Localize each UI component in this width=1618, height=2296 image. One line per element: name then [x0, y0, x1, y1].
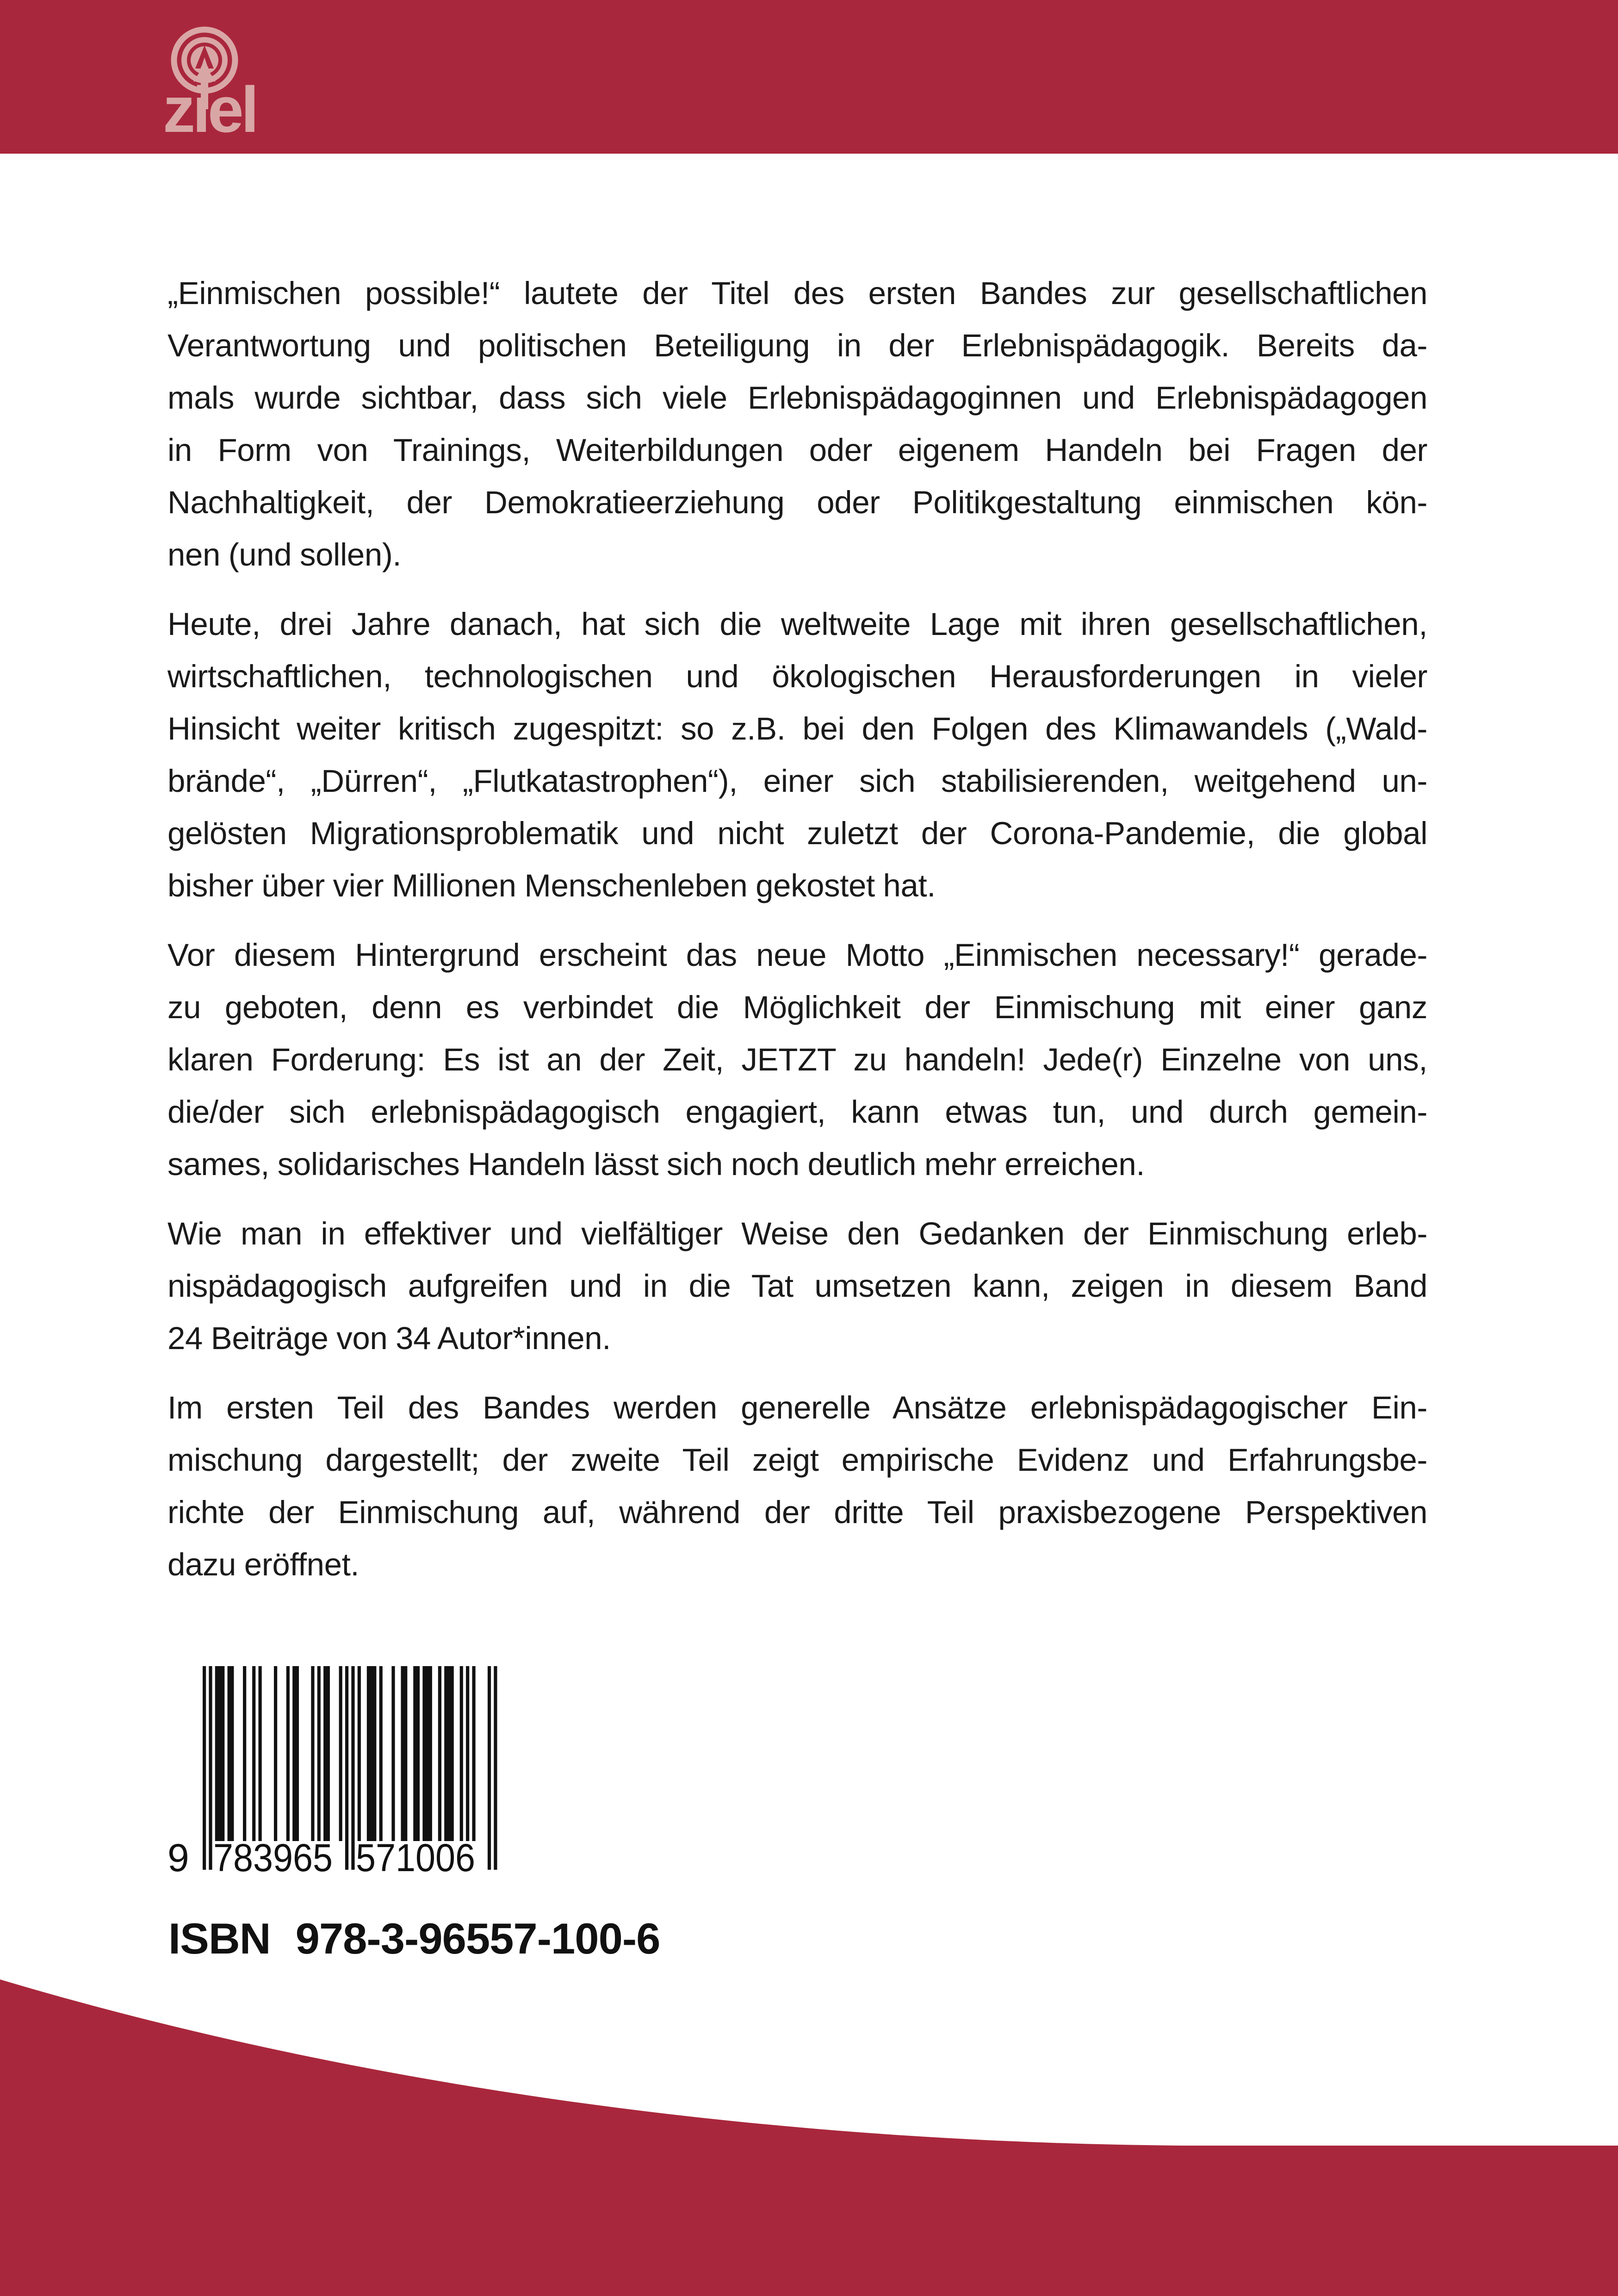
footer-swoosh	[0, 1944, 1618, 2296]
text-line: mals wurde sichtbar, dass sich viele Erlebnispädagoginnen und Erlebnispädagogen	[167, 380, 1427, 416]
text-line: 24 Beiträge von 34 Autor*innen.	[167, 1320, 611, 1356]
body-text	[167, 267, 1427, 1608]
barcode-bar	[351, 1666, 354, 1870]
barcode-bar	[286, 1666, 290, 1841]
text-line: Verantwortung und politischen Beteiligung in der Erlebnispädagogik. Bereits da-	[167, 328, 1427, 363]
barcode-bar	[215, 1666, 218, 1841]
text-line: in Form von Trainings, Weiterbildungen oder eigenem Handeln bei Fragen der	[167, 432, 1427, 468]
isbn-number: 978-3-96557-100-6	[295, 1914, 660, 1963]
barcode-bar	[358, 1666, 361, 1841]
barcode-digits-right: 571006	[356, 1836, 475, 1879]
paragraph	[167, 929, 1427, 1190]
text-line: bisher über vier Millionen Menschenleben gekostet hat.	[167, 868, 936, 903]
text-line: mischung dargestellt; der zweite Teil zeigt empirische Evidenz und Erfahrungsbe-	[167, 1442, 1427, 1478]
text-line: Hinsicht weiter kritisch zugespitzt: so z.B. bei den Folgen des Klimawandels („Wald-	[167, 711, 1427, 747]
barcode-bar	[317, 1666, 321, 1841]
text-line: „Einmischen possible!“ lautete der Titel des ersten Bandes zur gesellschaftlichen	[167, 275, 1427, 311]
barcode-bar	[451, 1666, 454, 1841]
text-line: nispädagogisch aufgreifen und in die Tat umsetzen kann, zeigen in diesem Band	[167, 1268, 1427, 1304]
text-line: sames, solidarisches Handeln lässt sich noch deutlich mehr erreichen.	[167, 1146, 1145, 1182]
barcode-bar	[230, 1666, 234, 1841]
text-line: zu geboten, denn es verbindet die Möglichkeit der Einmischung mit einer ganz	[167, 989, 1427, 1025]
barcode-bar	[373, 1666, 376, 1841]
barcode-bar	[252, 1666, 255, 1841]
barcode-bar	[296, 1666, 299, 1841]
text-line: die/der sich erlebnispädagogisch engagiert, kann etwas tun, und durch gemein-	[167, 1094, 1427, 1130]
text-line: Wie man in effektiver und vielfältiger Weise den Gedanken der Einmischung erleb-	[167, 1216, 1427, 1251]
paragraph	[167, 1207, 1427, 1364]
barcode-bar	[274, 1666, 277, 1841]
text-line: dazu eröffnet.	[167, 1547, 360, 1582]
barcode-bar	[311, 1666, 314, 1841]
barcode-bar	[426, 1666, 429, 1841]
text-line: richte der Einmischung auf, während der dritte Teil praxisbezogene Perspektiven	[167, 1494, 1427, 1530]
header-band	[0, 0, 1618, 154]
ean13-barcode	[167, 1666, 500, 1884]
barcode-bar	[209, 1666, 212, 1870]
text-line: nen (und sollen).	[167, 537, 402, 572]
barcode-bar	[422, 1666, 426, 1841]
barcode-bar	[494, 1666, 497, 1870]
text-line: brände“, „Dürren“, „Flutkatastrophen“), einer sich stabilisierenden, weitgehend un-	[167, 763, 1427, 799]
barcode-bar	[327, 1666, 330, 1841]
barcode-bar	[218, 1666, 221, 1841]
barcode-bar	[438, 1666, 441, 1841]
barcode-bar	[259, 1666, 262, 1841]
barcode-bar	[203, 1666, 206, 1870]
barcode-bar	[404, 1666, 407, 1841]
text-line: Vor diesem Hintergrund erscheint das neue Motto „Einmischen necessary!“ gerade-	[167, 937, 1427, 973]
text-line: gelösten Migrationsproblematik und nicht zuletzt der Corona-Pandemie, die global	[167, 815, 1427, 851]
barcode-bar	[370, 1666, 373, 1841]
barcode-bar	[472, 1666, 475, 1841]
barcode-bar	[379, 1666, 383, 1841]
barcode-bar	[447, 1666, 451, 1841]
paragraph	[167, 1381, 1427, 1591]
barcode-bar	[444, 1666, 447, 1841]
barcode-bar	[221, 1666, 224, 1841]
isbn-label: ISBN	[168, 1914, 271, 1963]
barcode-bar	[429, 1666, 432, 1841]
text-line: klaren Forderung: Es ist an der Zeit, JETZT zu handeln! Jede(r) Einzelne von uns,	[167, 1042, 1427, 1077]
barcode-bar	[413, 1666, 416, 1841]
barcode-bar	[466, 1666, 469, 1841]
footer-swoosh-shape	[0, 1979, 1618, 2296]
ziel-logo	[165, 22, 271, 152]
paragraph	[167, 598, 1427, 912]
barcode-bar	[488, 1666, 491, 1870]
text-line: Heute, drei Jahre danach, hat sich die weltweite Lage mit ihren gesellschaftlichen,	[167, 606, 1427, 642]
barcode-bar	[391, 1666, 395, 1841]
barcode-bar	[460, 1666, 463, 1841]
paragraph	[167, 267, 1427, 581]
logo-text: ziel	[163, 73, 256, 146]
barcode-bar	[345, 1666, 348, 1870]
barcode-digits-left: 783965	[213, 1836, 333, 1879]
barcode-bar	[323, 1666, 327, 1841]
barcode-bar	[292, 1666, 296, 1841]
barcode-bar	[416, 1666, 420, 1841]
text-line: wirtschaftlichen, technologischen und ökologischen Herausforderungen in vieler	[167, 659, 1427, 694]
barcode-bar	[401, 1666, 404, 1841]
barcode-bar	[339, 1666, 342, 1841]
barcode-bar	[243, 1666, 246, 1841]
text-line: Nachhaltigkeit, der Demokratieerziehung oder Politikgestaltung einmischen kön-	[167, 485, 1427, 520]
barcode-bar	[367, 1666, 370, 1841]
barcode-bar	[228, 1666, 231, 1841]
barcode-lead-digit: 9	[167, 1836, 189, 1879]
text-line: Im ersten Teil des Bandes werden generelle Ansätze erlebnispädagogischer Ein-	[167, 1390, 1427, 1425]
